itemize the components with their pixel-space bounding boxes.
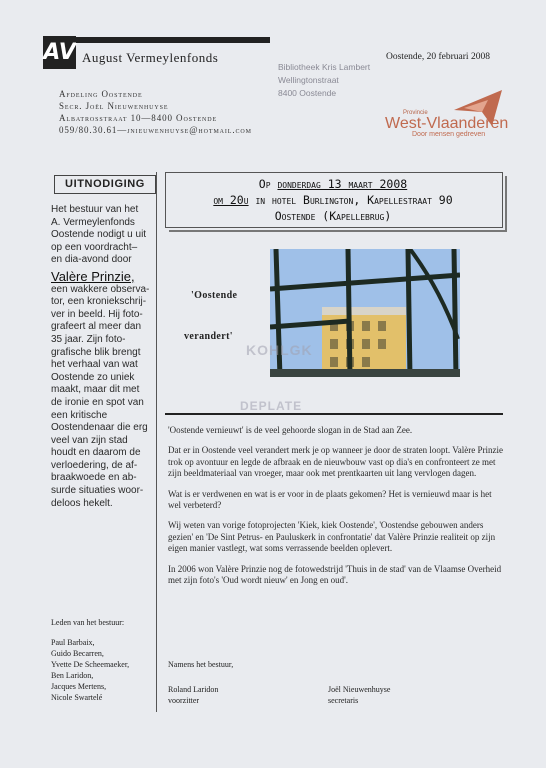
stamp-line: 8400 Oostende <box>278 88 337 98</box>
stamp-line: Wellingtonstraat <box>278 75 339 85</box>
body-paragraph: Wij weten van vorige fotoprojecten 'Kiek, kiek Oostende', 'Oostendse gebouwen anders gezien' en 'De Sint Petrus- en Pauluskerk in confrontatie' dat Valère Prinzie realiteit op zijn eigen manier vastlegt, wat soms verrassende beelden oplevert. <box>168 520 496 554</box>
bio-line: grafische blik brengt <box>51 346 141 358</box>
org-name: August Vermeylenfonds <box>82 50 219 65</box>
logo-bar <box>76 37 270 43</box>
watermark-photo: KOHLGK <box>246 342 313 358</box>
board-member: Jacques Mertens, <box>51 682 107 691</box>
province-tagline: Door mensen gedreven <box>412 131 486 138</box>
sender-address <box>59 88 252 136</box>
board-member: Guido Becarren, <box>51 649 104 658</box>
signatory-role: voorzitter <box>168 696 200 705</box>
body-paragraph: In 2006 won Valère Prinzie nog de fotowedstrijd 'Thuis in de stad' van de Vlaamse Overheid met zijn foto's 'Oud wordt nieuw' en Jong en oud'. <box>168 563 502 586</box>
signatory-role: secretaris <box>328 696 359 705</box>
body-paragraph: Wat is er verdwenen en wat is er voor in de plaats gekomen? Het is vernieuwd maar is het wel verbeterd? <box>168 488 492 511</box>
board-member: Paul Barbaix, <box>51 638 95 647</box>
sender-line: Secr. Joël Nieuwenhuyse <box>59 101 169 111</box>
sender-line: 059/80.30.61—jnieuwenhuyse@hotmail.com <box>59 125 252 135</box>
invitation-label: UITNODIGING <box>54 175 156 194</box>
bio-line: veel van zijn stad <box>51 434 128 446</box>
section-divider <box>165 413 503 415</box>
sender-line: Afdeling Oostende <box>59 89 143 99</box>
stamp-line: Bibliotheek Kris Lambert <box>278 62 371 72</box>
invitation-text <box>51 204 157 510</box>
body-text <box>168 425 503 595</box>
invitation-line: Het bestuur van het <box>51 204 139 215</box>
invitation-line: op een voordracht– <box>51 241 138 253</box>
signatory-name: Roland Laridon <box>168 685 219 694</box>
bio-line: grafeert al meer dan <box>51 321 142 333</box>
event-date: donderdag 13 maart 2008 <box>277 177 408 191</box>
event-line-3: Oostende (Kapellebrug) <box>274 209 392 223</box>
signature-secretary <box>328 684 390 706</box>
invitation-line: A. Vermeylenfonds <box>51 216 135 228</box>
bio-line: maakt, maar dit met <box>51 384 140 396</box>
signature-heading: Namens het bestuur, <box>168 660 234 669</box>
bio-line: braakwoede en ab- <box>51 472 137 484</box>
event-time: om 20u <box>213 193 249 207</box>
speaker-name: Valère Prinzie, <box>51 268 135 284</box>
watermark-text: DEPLATE <box>240 399 303 413</box>
board-heading: Leden van het bestuur: <box>51 618 125 627</box>
event-line-2 <box>165 192 501 208</box>
board-member: Nicole Swartelé <box>51 693 103 702</box>
bio-line: Oostendenaar die erg <box>51 422 148 434</box>
body-paragraph: 'Oostende vernieuwt' is de veel gehoorde slogan in de Stad aan Zee. <box>168 425 413 435</box>
bio-line: ver in beeld. Hij foto- <box>51 308 143 320</box>
sender-line: Albatrosstraat 10—8400 Oostende <box>59 113 218 123</box>
logo-letters: AV <box>43 40 76 65</box>
event-details <box>165 176 501 224</box>
province-name: West-Vlaanderen <box>385 115 509 132</box>
bio-line: een wakkere observa- <box>51 283 150 295</box>
bio-line: Oostende zo uniek <box>51 371 135 383</box>
invitation-line: Oostende nodigt u uit <box>51 229 147 241</box>
bio-line: het verhaal van wat <box>51 359 138 371</box>
photo-caption-2: verandert' <box>184 331 233 342</box>
bio-line: houdt en daarom de <box>51 447 141 459</box>
body-paragraph: Dat er in Oostende veel verandert merk je op wanneer je door de straten loopt. Valère Prinzie trok op avontuur en legde de afbraak en de nieuwbouw vast op dia's en confronteert ze met zijn beeldmateriaal van vroeger, maar ook met prentkaarten uit lang vervlogen dagen. <box>168 445 503 479</box>
photo-caption-1: 'Oostende <box>191 290 238 301</box>
letter-date: Oostende, 20 februari 2008 <box>386 52 490 62</box>
board-member: Yvette De Scheemaeker, <box>51 660 130 669</box>
board-member: Ben Laridon, <box>51 671 94 680</box>
bio-line: een kritische <box>51 409 108 421</box>
bio-line: deloos hekelt. <box>51 497 113 509</box>
bio-line: verloedering, de af- <box>51 459 138 471</box>
board-members <box>51 637 129 703</box>
event-prefix: Op <box>258 177 278 191</box>
bio-line: surde situaties woor- <box>51 485 144 497</box>
library-stamp <box>278 61 370 100</box>
event-line-1 <box>165 176 501 192</box>
bio-line: tor, een kroniekschrij- <box>51 296 147 308</box>
event-venue: in hotel Burlington, Kapellestraat 90 <box>248 193 453 207</box>
invitation-line: en dia-avond door <box>51 254 132 266</box>
signatory-name: Joël Nieuwenhuyse <box>328 685 391 694</box>
province-label: Provincie <box>403 110 428 116</box>
signature-president <box>168 684 218 706</box>
bio-line: 35 jaar. Zijn foto- <box>51 333 126 345</box>
bio-line: de ironie en spot van <box>51 396 144 408</box>
